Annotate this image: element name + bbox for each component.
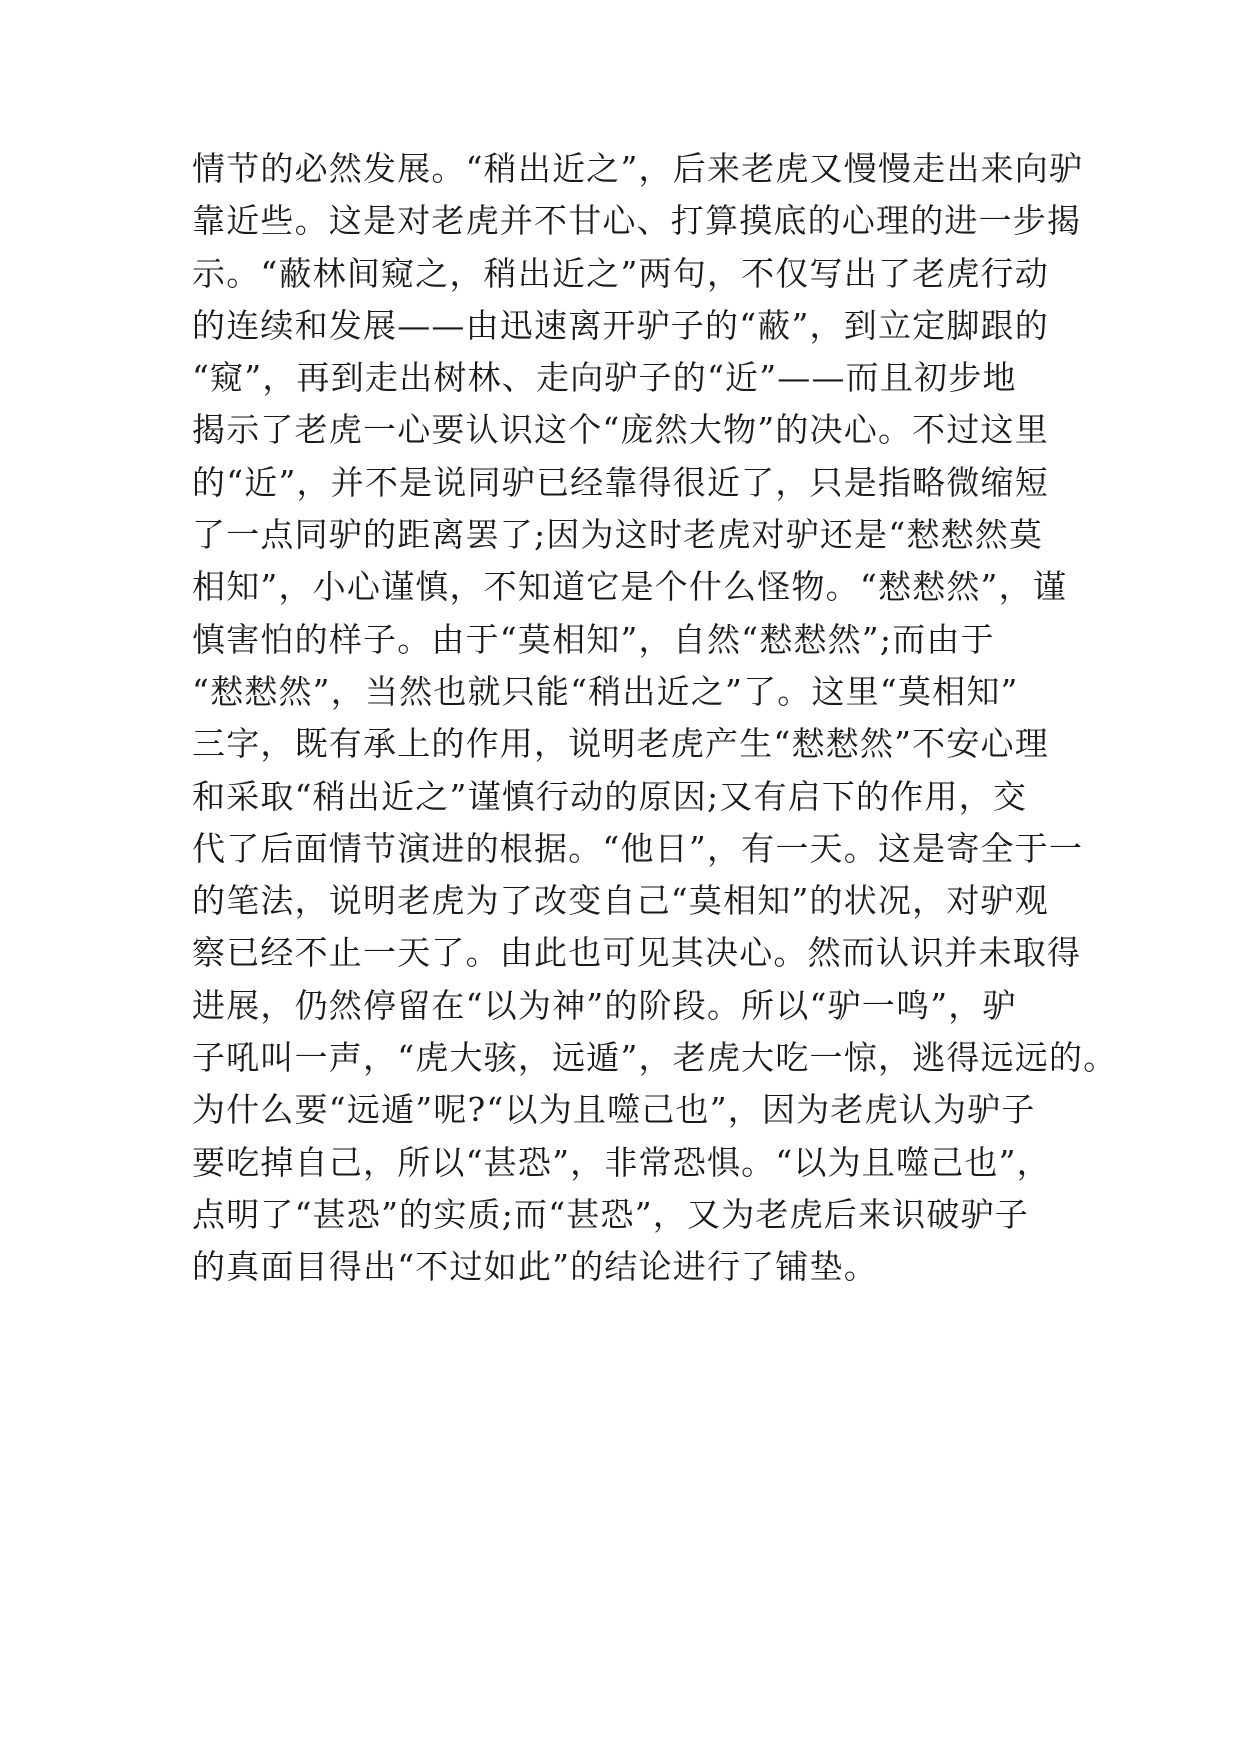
- text-line: 了一点同驴的距离罢了;因为这时老虎对驴还是“慭慭然莫: [192, 515, 1044, 555]
- text-line: 察已经不止一天了。由此也可见其决心。然而认识并未取得: [192, 933, 1082, 973]
- text-line: 要吃掉自己，所以“甚恐”，非常恐惧。“以为且噬己也”，: [192, 1142, 1051, 1182]
- text-line: “窥”，再到走出树林、走向驴子的“近”——而且初步地: [192, 358, 1017, 398]
- text-line: 相知”，小心谨慎，不知道它是个什么怪物。“慭慭然”，谨: [192, 567, 1068, 607]
- text-line: 为什么要“远遁”呢?“以为且噬己也”，因为老虎认为驴子: [192, 1090, 1036, 1130]
- text-line: 和采取“稍出近之”谨慎行动的原因;又有启下的作用，交: [192, 776, 1028, 816]
- text-line: 点明了“甚恐”的实质;而“甚恐”，又为老虎后来识破驴子: [192, 1194, 1030, 1234]
- text-line: 慎害怕的样子。由于“莫相知”，自然“慭慭然”;而由于: [192, 619, 995, 659]
- text-line: 子吼叫一声，“虎大骇，远遁”，老虎大吃一惊，逃得远远的。: [192, 1038, 1118, 1078]
- text-line: 的真面目得出“不过如此”的结论进行了铺垫。: [192, 1247, 878, 1287]
- text-line: 情节的必然发展。“稍出近之”，后来老虎又慢慢走出来向驴: [192, 149, 1084, 188]
- text-line: 进展，仍然停留在“以为神”的阶段。所以“驴一鸣”，驴: [192, 985, 1017, 1025]
- text-line: 的笔法，说明老虎为了改变自己“莫相知”的状况，对驴观: [192, 881, 1049, 921]
- text-line: 三字，既有承上的作用，说明老虎产生“慭慭然”不安心理: [192, 724, 1049, 764]
- text-line: 的“近”，并不是说同驴已经靠得很近了，只是指略微缩短: [192, 462, 1049, 502]
- body-paragraph: [192, 143, 1118, 1294]
- text-line: 示。“蔽林间窥之，稍出近之”两句，不仅写出了老虎行动: [192, 253, 1049, 293]
- text-line: 的连续和发展——由迅速离开驴子的“蔽”，到立定脚跟的: [192, 305, 1049, 345]
- text-line: 代了后面情节演进的根据。“他日”，有一天。这是寄全于一: [192, 828, 1084, 868]
- text-line: 揭示了老虎一心要认识这个“庞然大物”的决心。不过这里: [192, 410, 1049, 450]
- text-line: “慭慭然”，当然也就只能“稍出近之”了。这里“莫相知”: [192, 671, 1019, 711]
- text-line: 靠近些。这是对老虎并不甘心、打算摸底的心理的进一步揭: [192, 201, 1082, 241]
